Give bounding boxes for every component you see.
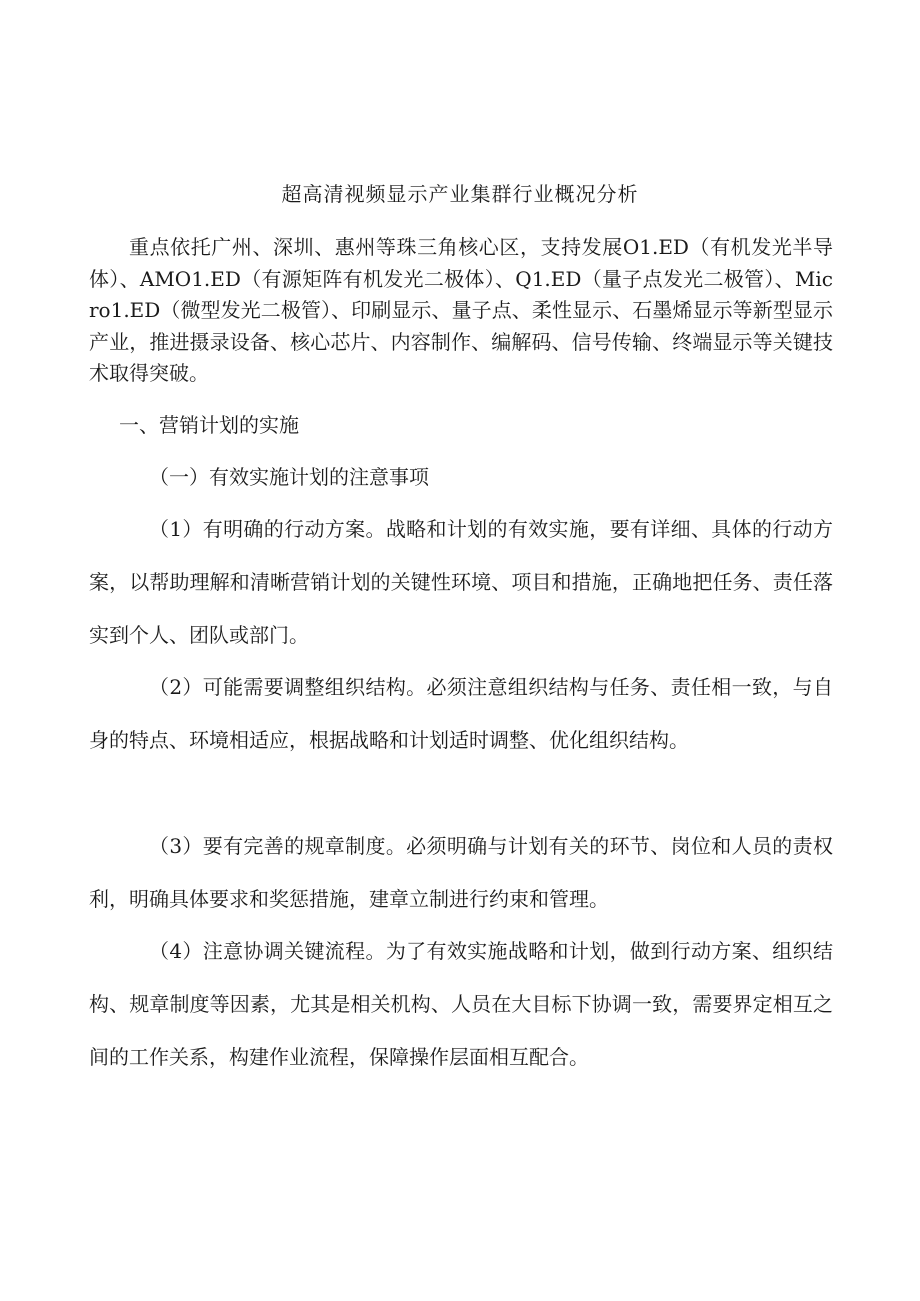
paragraph-regulations: （3）要有完善的规章制度。必须明确与计划有关的环节、岗位和人员的责权利，明确具体要求和奖惩措施，建章立制进行约束和管理。 (89, 834, 833, 911)
intro-paragraph: 重点依托广州、深圳、惠州等珠三角核心区，支持发展O1.ED（有机发光半导体）、AMO1.ED（有源矩阵有机发光二极体）、Q1.ED（量子点发光二极管）、Micro1.ED（微型发光二极管）、印刷显示、量子点、柔性显示、石墨烯显示等新型显示产业，推进摄录设备、核心芯片、内容制作、编解码、信号传输、终端显示等关键技术取得突破。 (89, 235, 833, 385)
paragraph-action-plan: （1）有明确的行动方案。战略和计划的有效实施，要有详细、具体的行动方案，以帮助理解和清晰营销计划的关键性环境、项目和措施，正确地把任务、责任落实到个人、团队或部门。 (89, 517, 833, 647)
section-heading: 一、营销计划的实施 (119, 413, 299, 437)
document-title: 超高清视频显示产业集群行业概况分析 (281, 182, 639, 206)
subsection-heading: （一）有效实施计划的注意事项 (149, 465, 429, 489)
paragraph-key-processes: （4）注意协调关键流程。为了有效实施战略和计划，做到行动方案、组织结构、规章制度等因素，尤其是相关机构、人员在大目标下协调一致，需要界定相互之间的工作关系，构建作业流程，保障操作层面相互配合。 (89, 939, 833, 1069)
paragraph-org-structure: （2）可能需要调整组织结构。必须注意组织结构与任务、责任相一致，与自身的特点、环境相适应，根据战略和计划适时调整、优化组织结构。 (89, 675, 833, 752)
